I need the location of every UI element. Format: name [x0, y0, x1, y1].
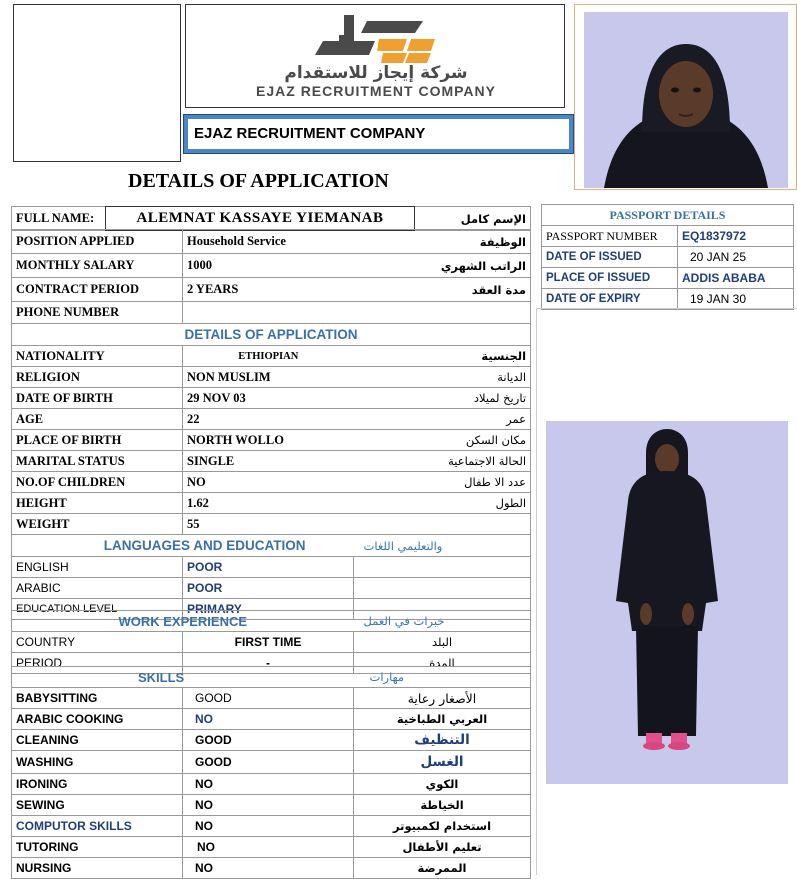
table-row: [12, 688, 531, 709]
row-arabic: التنظيف: [354, 730, 531, 751]
row-arabic: الديانة: [354, 367, 531, 388]
row-label: COUNTRY: [12, 632, 183, 653]
row-arabic: مدة العقد: [354, 278, 531, 302]
row-arabic: الراتب الشهري: [354, 254, 531, 278]
logo-arabic-name: شركة إيجاز للاستقدام: [284, 63, 468, 83]
passport-value: ADDIS ABABA: [678, 268, 794, 289]
full-name-arabic: الإسم كامل: [354, 207, 531, 231]
row-value: SINGLE: [183, 451, 354, 472]
passport-table: [541, 204, 794, 310]
full-body-photo: [546, 421, 788, 784]
top-info-table: [11, 229, 531, 324]
table-row: [12, 472, 531, 493]
row-value: 1000: [183, 254, 354, 278]
table-row: [12, 795, 531, 816]
row-label: ENGLISH: [12, 557, 183, 578]
logo-english-name: EJAZ RECRUITMENT COMPANY: [256, 83, 496, 99]
table-row: [12, 230, 531, 254]
row-value: NO: [183, 709, 354, 730]
portrait-photo: [574, 4, 797, 190]
row-label: HEIGHT: [12, 493, 183, 514]
row-arabic: الطول: [354, 493, 531, 514]
table-row: [12, 451, 531, 472]
languages-table: [11, 534, 531, 620]
row-label: BABYSITTING: [12, 688, 183, 709]
skills-heading-arabic: مهارات: [354, 667, 531, 688]
portrait-figure-icon: [584, 12, 788, 188]
row-arabic: مكان السكن: [354, 430, 531, 451]
row-arabic: الوظيفة: [354, 230, 531, 254]
row-value: 22: [183, 409, 354, 430]
row-label: PLACE OF BIRTH: [12, 430, 183, 451]
passport-value: 20 JAN 25: [678, 247, 794, 268]
row-value: POOR: [183, 557, 354, 578]
table-row: [12, 302, 531, 324]
table-row: [12, 816, 531, 837]
table-row: [12, 632, 531, 653]
languages-heading-arabic: والتعليمي اللغات: [354, 535, 531, 557]
row-arabic: الغسل: [354, 751, 531, 774]
row-value: NO: [183, 795, 354, 816]
empty-photo-box: [13, 4, 181, 162]
table-row: [12, 430, 531, 451]
passport-label: PLACE OF ISSUED: [542, 268, 678, 289]
logo-mark-icon: [311, 11, 441, 63]
row-arabic: [354, 514, 531, 535]
passport-value: EQ1837972: [678, 226, 794, 247]
row-label: ARABIC COOKING: [12, 709, 183, 730]
row-label: MARITAL STATUS: [12, 451, 183, 472]
row-arabic: البلد: [354, 632, 531, 653]
row-arabic: العربي الطباخية: [354, 709, 531, 730]
row-label: WASHING: [12, 751, 183, 774]
details-heading: DETAILS OF APPLICATION: [12, 324, 531, 346]
row-value: 29 NOV 03: [183, 388, 354, 409]
row-value: NO: [183, 774, 354, 795]
company-banner: EJAZ RECRUITMENT COMPANY: [184, 115, 573, 153]
row-label: PHONE NUMBER: [12, 302, 183, 324]
row-arabic: الحالة الاجتماعية: [354, 451, 531, 472]
row-label: NO.OF CHILDREN: [12, 472, 183, 493]
row-label: WEIGHT: [12, 514, 183, 535]
table-row: [12, 514, 531, 535]
row-value: [183, 302, 531, 324]
row-value: NO: [183, 858, 354, 879]
standing-figure-icon: [546, 421, 788, 784]
table-row: [542, 247, 794, 268]
row-value: 55: [183, 514, 354, 535]
row-label: CLEANING: [12, 730, 183, 751]
details-table: [11, 323, 531, 535]
row-arabic: تعليم الأطفال: [354, 837, 531, 858]
row-label: COMPUTOR SKILLS: [12, 816, 183, 837]
table-row: [12, 557, 531, 578]
table-row: [12, 409, 531, 430]
row-value: -: [183, 653, 354, 674]
row-label: IRONING: [12, 774, 183, 795]
row-label: POSITION APPLIED: [12, 230, 183, 254]
work-heading: WORK EXPERIENCE: [12, 611, 354, 632]
passport-value: 19 JAN 30: [678, 289, 794, 310]
table-row: [12, 578, 531, 599]
table-row: [12, 493, 531, 514]
passport-label: DATE OF ISSUED: [542, 247, 678, 268]
row-label: RELIGION: [12, 367, 183, 388]
table-row: [542, 226, 794, 247]
passport-label: DATE OF EXPIRY: [542, 289, 678, 310]
row-value: GOOD: [183, 730, 354, 751]
full-name-value: ALEMNAT KASSAYE YIEMANAB: [105, 206, 415, 231]
row-arabic: الممرضة: [354, 858, 531, 879]
row-label: ARABIC: [12, 578, 183, 599]
row-value: 2 YEARS: [183, 278, 354, 302]
skills-table: [11, 666, 531, 879]
skills-heading: SKILLS: [12, 667, 354, 688]
table-row: [12, 774, 531, 795]
table-row: [12, 709, 531, 730]
languages-heading: LANGUAGES AND EDUCATION: [12, 535, 354, 557]
row-arabic: الكوي: [354, 774, 531, 795]
row-value: Household Service: [183, 230, 354, 254]
table-row: [12, 858, 531, 879]
row-value: NO: [183, 816, 354, 837]
table-row: [12, 367, 531, 388]
work-table: [11, 610, 531, 674]
row-arabic: الخياطة: [354, 795, 531, 816]
table-row: [12, 346, 531, 367]
passport-label: PASSPORT NUMBER: [542, 226, 678, 247]
table-row: [12, 837, 531, 858]
row-label: NATIONALITY: [12, 346, 183, 367]
table-row: [12, 388, 531, 409]
row-label: DATE OF BIRTH: [12, 388, 183, 409]
row-arabic: عمر: [354, 409, 531, 430]
table-row: [12, 730, 531, 751]
table-row: [12, 254, 531, 278]
row-arabic: عدد الا طفال: [354, 472, 531, 493]
row-label: EDUCATION LEVEL: [12, 599, 183, 620]
company-logo: [185, 4, 565, 108]
row-value: GOOD: [183, 688, 354, 709]
row-value: NON MUSLIM: [183, 367, 354, 388]
table-row: [542, 268, 794, 289]
row-label: TUTORING: [12, 837, 183, 858]
row-arabic: استخدام لكمبيوتر: [354, 816, 531, 837]
work-heading-arabic: خبرات في العمل: [354, 611, 531, 632]
row-value: FIRST TIME: [183, 632, 354, 653]
row-value: NO: [183, 837, 354, 858]
row-label: NURSING: [12, 858, 183, 879]
table-row: [12, 751, 531, 774]
table-row: [542, 289, 794, 310]
passport-title: PASSPORT DETAILS: [542, 205, 794, 226]
full-name-label: FULL NAME:: [12, 207, 183, 231]
row-label: SEWING: [12, 795, 183, 816]
row-value: NO: [183, 472, 354, 493]
row-label: PERIOD: [12, 653, 183, 674]
row-value: POOR: [183, 578, 354, 599]
row-value: 1.62: [183, 493, 354, 514]
table-row: [12, 278, 531, 302]
row-label: AGE: [12, 409, 183, 430]
row-value: ETHIOPIAN: [183, 346, 354, 367]
row-arabic: المدة: [354, 653, 531, 674]
row-value: PRIMARY: [183, 599, 354, 620]
row-label: MONTHLY SALARY: [12, 254, 183, 278]
page-title: DETAILS OF APPLICATION: [128, 170, 389, 192]
row-value: GOOD: [183, 751, 354, 774]
row-value: NORTH WOLLO: [183, 430, 354, 451]
row-label: CONTRACT PERIOD: [12, 278, 183, 302]
row-arabic: الأصغار رعاية: [354, 688, 531, 709]
row-arabic: الجنسية: [354, 346, 531, 367]
row-arabic: تاريخ لميلاد: [354, 388, 531, 409]
